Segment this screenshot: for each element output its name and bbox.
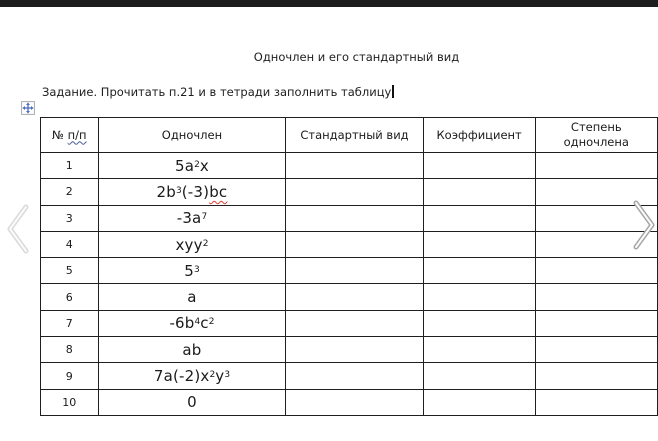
standard-form-cell[interactable] bbox=[286, 284, 423, 310]
row-number-cell[interactable]: 5 bbox=[41, 258, 99, 284]
coefficient-cell[interactable] bbox=[423, 337, 535, 363]
standard-form-cell[interactable] bbox=[286, 363, 423, 389]
standard-form-cell[interactable] bbox=[286, 389, 423, 415]
table-row bbox=[41, 310, 658, 336]
column-header-degree[interactable]: Степень одночлена bbox=[535, 118, 657, 153]
monomial-cell[interactable]: 0 bbox=[98, 389, 286, 415]
coefficient-cell[interactable] bbox=[423, 310, 535, 336]
degree-cell[interactable] bbox=[535, 153, 657, 179]
table-move-handle-icon[interactable] bbox=[21, 100, 35, 114]
table-header-row bbox=[41, 118, 658, 153]
standard-form-cell[interactable] bbox=[286, 258, 423, 284]
row-number-cell[interactable]: 10 bbox=[41, 389, 99, 415]
monomial-cell[interactable]: $7a(-2)x^2y^3$ bbox=[98, 363, 286, 389]
standard-form-cell[interactable] bbox=[286, 179, 423, 205]
standard-form-cell[interactable] bbox=[286, 205, 423, 231]
coefficient-cell[interactable] bbox=[423, 258, 535, 284]
row-number-cell[interactable]: 3 bbox=[41, 205, 99, 231]
monomial-cell[interactable]: $5^3$ bbox=[98, 258, 286, 284]
chevron-left-icon[interactable] bbox=[3, 201, 35, 263]
monomial-cell[interactable]: $-6b^4c^2$ bbox=[98, 310, 286, 336]
monomial-cell[interactable]: ab bbox=[98, 337, 286, 363]
monomials-table bbox=[40, 117, 658, 416]
table-row bbox=[41, 179, 658, 205]
text-caret bbox=[392, 85, 393, 98]
coefficient-cell[interactable] bbox=[423, 231, 535, 257]
coefficient-cell[interactable] bbox=[423, 179, 535, 205]
row-number-cell[interactable]: 1 bbox=[41, 153, 99, 179]
table-row bbox=[41, 389, 658, 415]
coefficient-cell[interactable] bbox=[423, 284, 535, 310]
standard-form-cell[interactable] bbox=[286, 153, 423, 179]
task-text-line[interactable] bbox=[42, 85, 394, 99]
monomial-cell[interactable]: xyy$^2$ bbox=[98, 231, 286, 257]
degree-cell[interactable] bbox=[535, 310, 657, 336]
monomial-cell[interactable]: $5a^2x$ bbox=[98, 153, 286, 179]
row-number-cell[interactable]: 8 bbox=[41, 337, 99, 363]
table-row bbox=[41, 337, 658, 363]
column-header-coefficient[interactable]: Коэффициент bbox=[423, 118, 535, 153]
table-row bbox=[41, 258, 658, 284]
coefficient-cell[interactable] bbox=[423, 153, 535, 179]
top-black-bar bbox=[0, 0, 658, 7]
row-number-cell[interactable]: 9 bbox=[41, 363, 99, 389]
coefficient-cell[interactable] bbox=[423, 205, 535, 231]
column-header-standard-form[interactable]: Стандартный вид bbox=[286, 118, 423, 153]
coefficient-cell[interactable] bbox=[423, 389, 535, 415]
degree-cell[interactable] bbox=[535, 284, 657, 310]
table-row bbox=[41, 205, 658, 231]
row-number-cell[interactable]: 2 bbox=[41, 179, 99, 205]
degree-cell[interactable] bbox=[535, 337, 657, 363]
degree-cell[interactable] bbox=[535, 389, 657, 415]
document-title[interactable]: Одночлен и его стандартный вид bbox=[253, 50, 460, 64]
degree-cell[interactable] bbox=[535, 258, 657, 284]
table-row bbox=[41, 153, 658, 179]
standard-form-cell[interactable] bbox=[286, 231, 423, 257]
chevron-right-icon[interactable] bbox=[629, 197, 658, 259]
table-row bbox=[41, 363, 658, 389]
table-row bbox=[41, 231, 658, 257]
column-header-number[interactable]: № п/п bbox=[41, 118, 99, 153]
monomial-cell[interactable]: $-3a^7$ bbox=[98, 205, 286, 231]
coefficient-cell[interactable] bbox=[423, 363, 535, 389]
monomial-cell[interactable]: a bbox=[98, 284, 286, 310]
task-text: Задание. Прочитать п.21 и в тетради заполнить таблицу bbox=[42, 85, 392, 99]
column-header-monomial[interactable]: Одночлен bbox=[98, 118, 286, 153]
monomial-cell[interactable]: $2b^3(-3)bc$ bbox=[98, 179, 286, 205]
degree-cell[interactable] bbox=[535, 363, 657, 389]
row-number-cell[interactable]: 7 bbox=[41, 310, 99, 336]
table-row bbox=[41, 284, 658, 310]
standard-form-cell[interactable] bbox=[286, 337, 423, 363]
standard-form-cell[interactable] bbox=[286, 310, 423, 336]
row-number-cell[interactable]: 6 bbox=[41, 284, 99, 310]
row-number-cell[interactable]: 4 bbox=[41, 231, 99, 257]
